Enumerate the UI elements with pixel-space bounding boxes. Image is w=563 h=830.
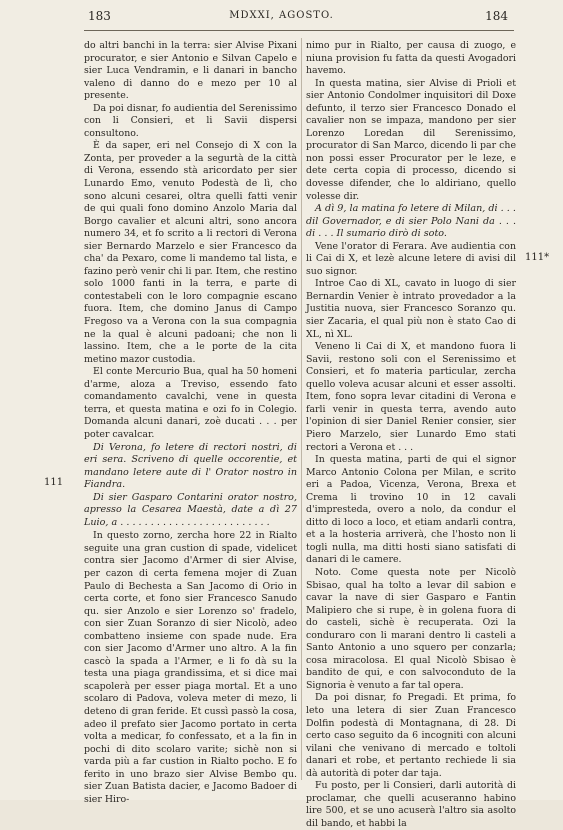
letter-heading: Di Verona, fo letere di rectori nostri, di eri sera. Scriveno di quelle occorentie, et mandano letere aute di l' Orator nostro in Fiandra. xyxy=(84,441,297,491)
paragraph: In questa matina, sier Alvise di Prioli et sier Antonio Condolmer inquisitori dil Doxe defunto, il terzo sier Francesco Donado el cavalier non se impaza, mandono per sier Lorenzo Loredan dil Serenissimo, procurator di San Marco, dicendo li par che non possi esser Procurator per le leze, e dete certa copia di processo, dicendo si dovesse difender, che lo aldiriano, quello volesse dir. xyxy=(306,77,516,202)
paragraph: In questa matina, parti de qui el signor Marco Antonio Colona per Milan, e scrito eri a Padoa, Vicenza, Verona, Brexa et Crema li trovino 10 in 12 cavali d'impresteda, overo a nolo, da condur el ditto di loco a loco, et etiam andarli contra, et a la hosteria arriverà, che l'hosto non li togli nulla, ma ditti hosti siano satisfati di danari di le camere. xyxy=(306,454,516,566)
running-title: MDXXI, AGOSTO. xyxy=(229,10,334,21)
header-rule xyxy=(84,30,514,31)
paragraph: Veneno li Cai di X, et mandono fuora li Savii, restono soli con el Serenissimo et Consieri, et fo materia particular, zercha quello voleva acusar alcuni et esser assolti. Item, fono sopra levar citadini di Verona e farli venir in questa terra, avendo auto l'opinion di sier Daniel Renier consier, sier Piero Marzelo, sier Lunardo Emo stati rectori a Verona et . . . xyxy=(306,341,516,453)
page-number-left: 183 xyxy=(88,9,111,23)
paragraph: Noto. Come questa note per Nicolò Sbisao, qual ha tolto a levar dil sabion e cavar la nave di sier Gasparo e Fantin Malipiero che si rupe, è in golena fuora di do casteli, sichè è recuperata. Ozi la conduraro con li marani dentro li casteli a Santo Antonio a uno squero per conzarla; cosa miracolosa. El qual Nicolò Sbisao è bandito de qui, e con salvoconduto de la Signoria è venuto a far tal opera. xyxy=(306,566,516,691)
margin-folio-marker-right: 111* xyxy=(525,252,550,263)
left-column xyxy=(84,40,297,806)
paragraph: do altri banchi in la terra: sier Alvise Pixani procurator, e sier Antonio e Silvan Capelo e sier Luca Vendramin, e li danari in bancho valeno di danno do e mezo per 10 al presente. xyxy=(84,40,297,102)
right-column xyxy=(306,40,516,830)
letter-heading: Di sier Gasparo Contarini orator nostro, apresso la Cesarea Maestà, date a dì 27 Luio, a . . . . . . . . . . . . . . . . . . . . . . . . . xyxy=(84,491,297,528)
paragraph: El conte Mercurio Bua, qual ha 50 homeni d'arme, aloza a Treviso, essendo fato comandamento cavalchi, vene in questa terra, et questa matina e ozi fo in Colegio. Domanda alcuni danari, zoè ducati . . . per poter cavalcar. xyxy=(84,366,297,440)
page-number-right: 184 xyxy=(485,9,508,23)
paragraph: In questo zorno, zercha hore 22 in Rialto seguite una gran custion di spade, videlicet contra sier Jacomo d'Armer di sier Alvise, per cazon di certa femena mojer di Zuan Paulo di Bechesta a San Jacomo di Orio in certa corte, et fono sier Francesco Sanudo qu. sier Anzolo e sier Lorenzo so' fradelo, con sier Zuan Soranzo di sier Nicolò, adeo combatteno insieme con spade nude. Era con sier Jacomo d'Armer uno altro. A la fin cascò la spada a l'Armer, e li fo dà su la testa una piaga grandissima, et si dice mai scapolerà per esser piaga mortal. Et a uno scolaro di Padova, voleva meter di mezo, li deteno di gran feride. Et cussì passò la cosa, adeo il prefato sier Jacomo portato in certa volta a medicar, fo confessato, et a la fin in pochi di dito scolaro varite; sichè non si varda più a far custion in Rialto pocho. E fo ferito in uno brazo sier Alvise Bembo qu. sier Zuan Batista dacier, e Jacomo Badoer di sier Hiro- xyxy=(84,530,297,805)
paragraph: Da poi disnar, fo Pregadi. Et prima, fo leto una letera di sier Zuan Francesco Dolfin podestà di Montagnana, di 28. Di certo caso seguito da 6 incogniti con alcuni vilani che venivano di mercado e toltoli danari et robe, et pertanto rechiede li sia dà autorità di poter dar taja. xyxy=(306,692,516,779)
paragraph: nimo pur in Rialto, per causa di zuogo, e niuna provision fu fatta da questi Avogadori havemo. xyxy=(306,40,516,77)
margin-folio-marker-left: 111 xyxy=(44,477,64,488)
column-divider xyxy=(301,38,302,780)
paragraph: Fu posto, per li Consieri, darli autorità di proclamar, che quelli acuseranno habino lire 500, et se uno acuserà l'altro sia asolto dil bando, et habbi la xyxy=(306,780,516,829)
paragraph: È da saper, eri nel Consejo di X con la Zonta, per proveder a la segurtà de la città di Verona, essendo stà aricordato per sier Lunardo Emo, venuto Podestà de lì, cho sono alcuni cesarei, oltra quelli fatti venir de qui quali fono domino Anzolo Maria dal Borgo cavalier et alcuni altri, sono ancora numero 34, et fo scrito a li rectori di Verona sier Bernardo Marzelo e sier Francesco da cha' da Pexaro, come li mandemo tal lista, e fazino però venir chi li par. Item, che restino solo 1000 fanti in la terra, e parte di contestabeli con le loro compagnie escano fuora. Item, che domino Janus di Campo Fregoso va a Verona con la sua compagnia ne la qual è alcuni padoani; che non li lassino. Item, che a le porte de la cita metino mazor custodia. xyxy=(84,140,297,365)
paragraph: Vene l'orator di Ferara. Ave audientia con li Cai di X, et lezè alcune letere di avisi dil suo signor. xyxy=(306,240,516,277)
date-heading: A dì 9, la matina fo letere di Milan, di . . . dil Governador, e di sier Polo Nani da . . . di . . . Il sumario dirò di soto. xyxy=(306,203,516,240)
page-header xyxy=(0,8,563,28)
paragraph: Introe Cao di XL, cavato in luogo di sier Bernardin Venier è intrato provedador a la Justitia nuova, sier Francesco Soranzo qu. sier Zacaria, el qual più non è stato Cao di XL, nì XL. xyxy=(306,278,516,340)
paragraph: Da poi disnar, fo audientia del Serenissimo con li Consieri, et li Savii dispersi consultono. xyxy=(84,102,297,139)
